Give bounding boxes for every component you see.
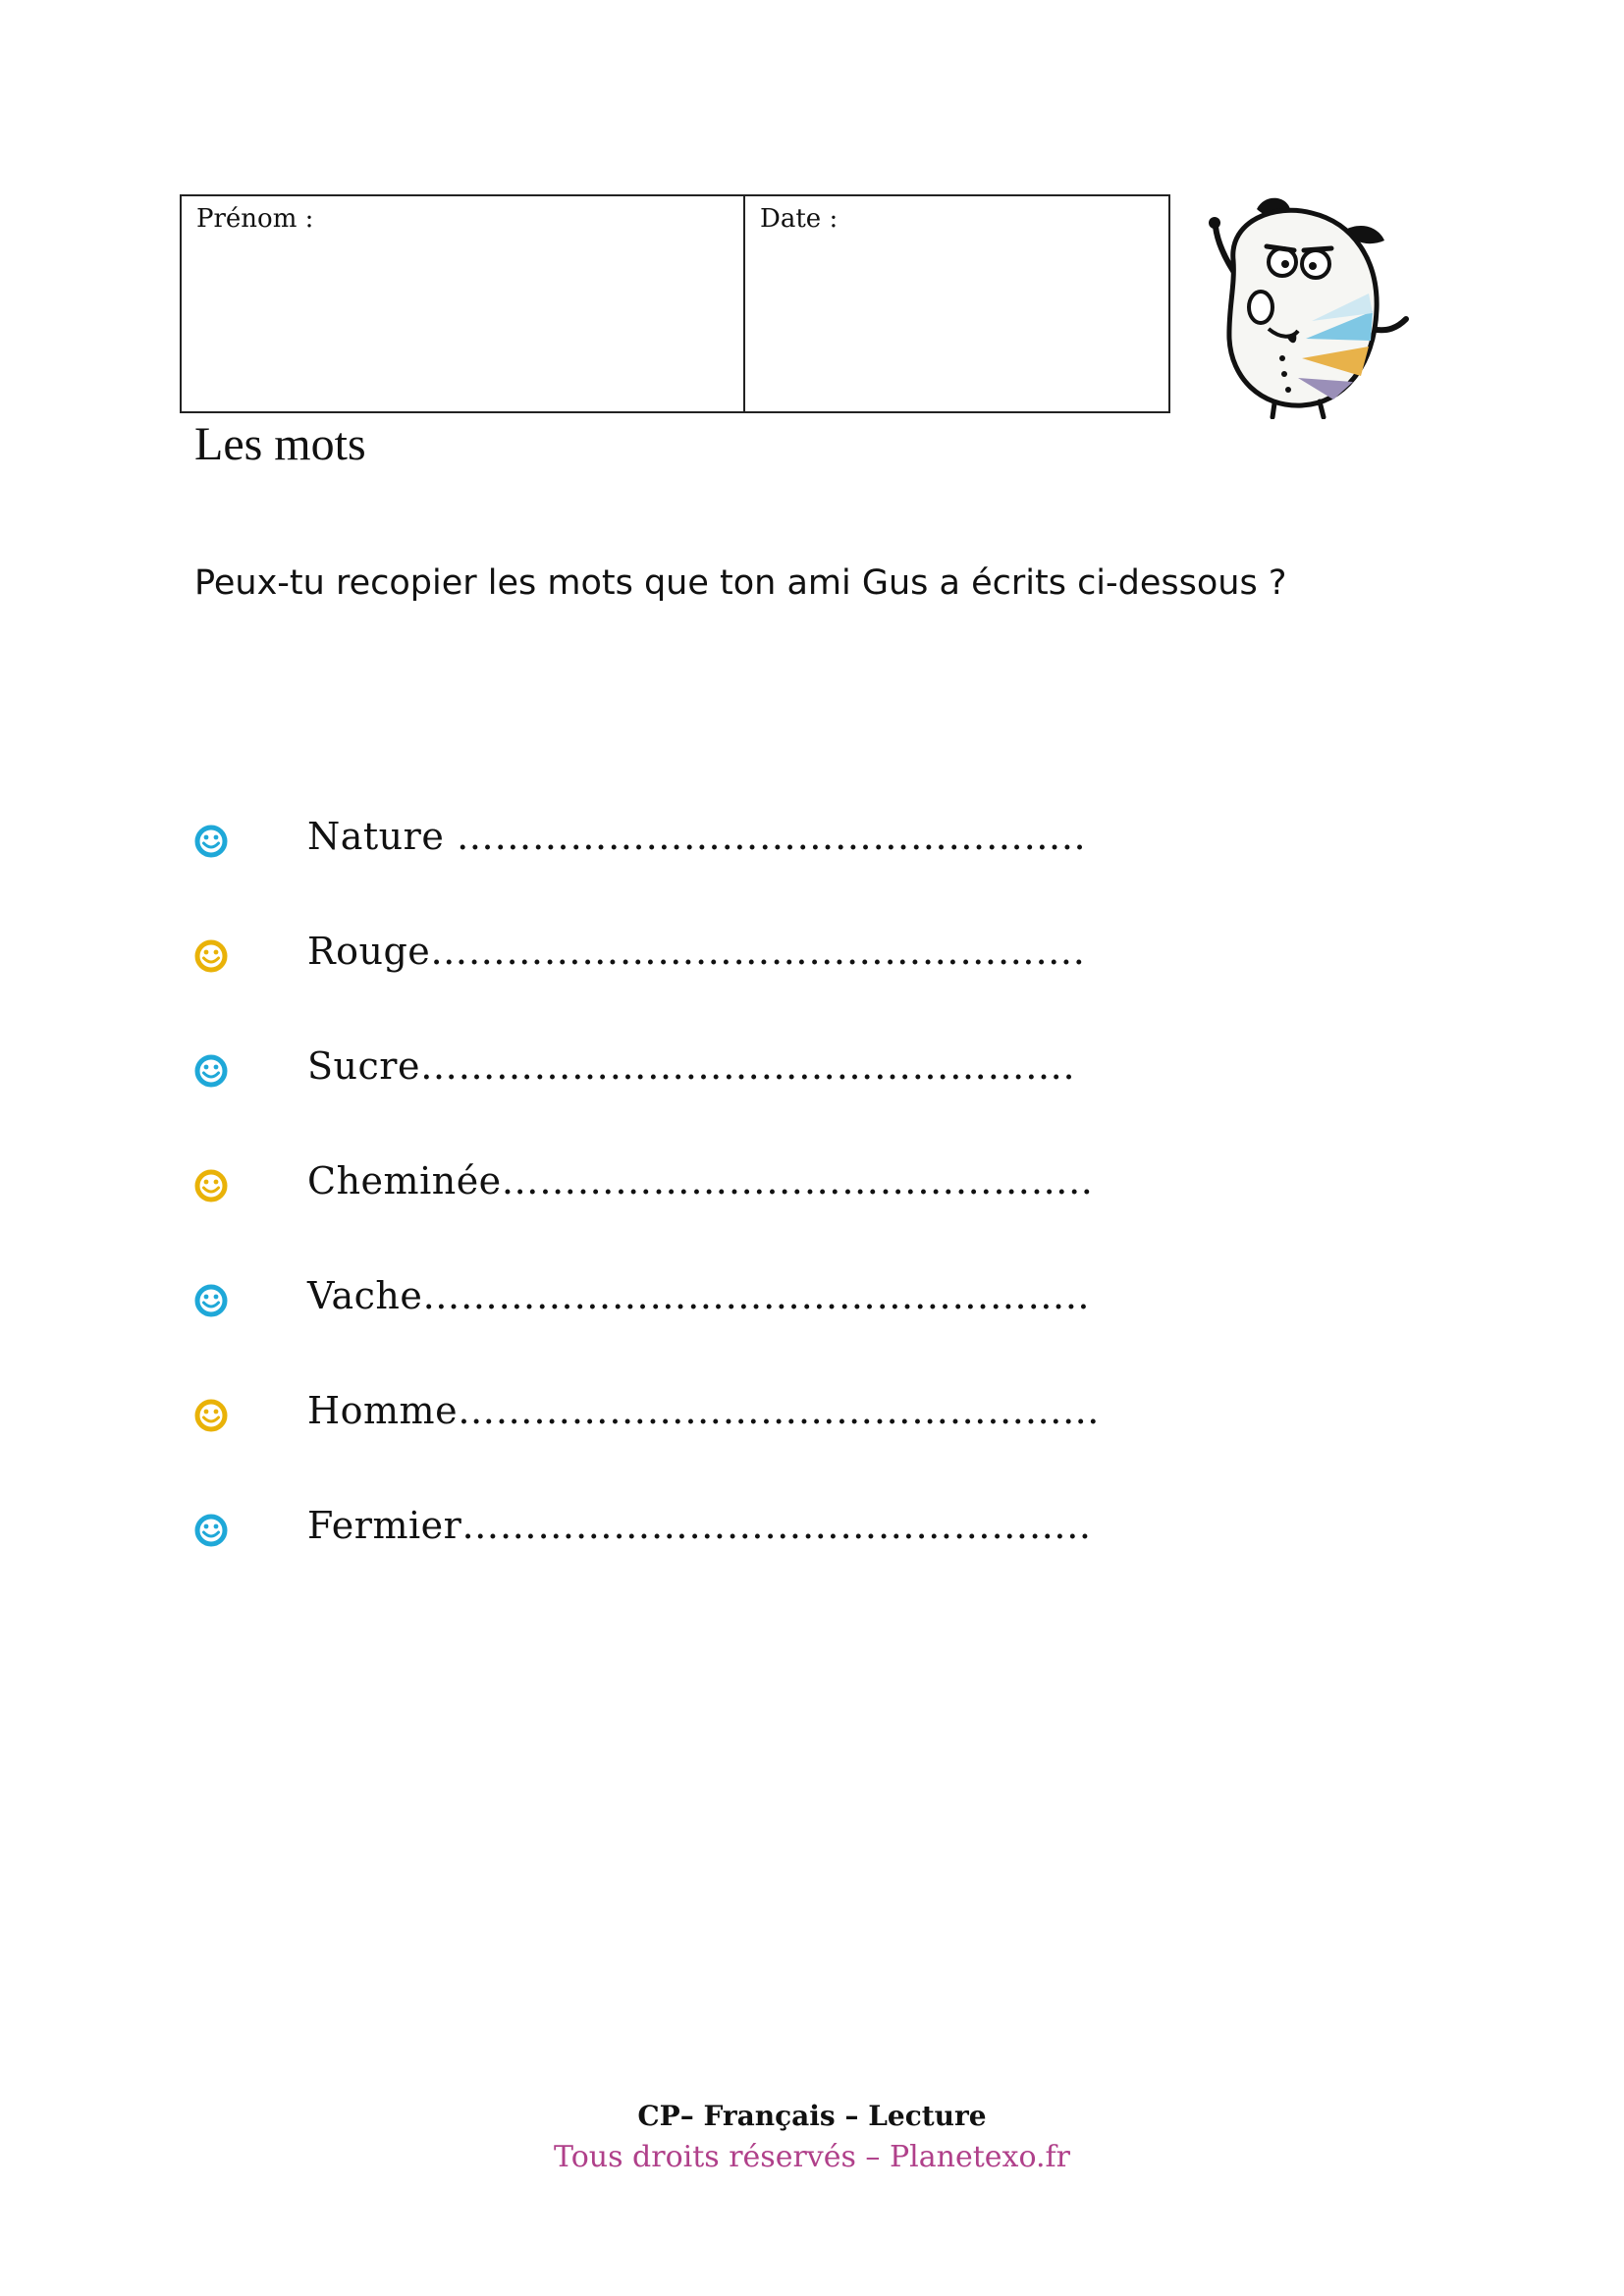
list-item	[194, 1389, 1100, 1504]
sheep-mascot-icon	[1196, 191, 1414, 419]
list-item	[194, 930, 1100, 1044]
exercise-instruction: Peux-tu recopier les mots que ton ami Gus a écrits ci-dessous ?	[194, 563, 1287, 603]
smiley-icon	[194, 1399, 228, 1432]
smiley-icon	[194, 1169, 228, 1202]
prenom-field[interactable]	[182, 196, 745, 411]
word-to-copy: Sucre…………………………………………….	[307, 1044, 1076, 1088]
word-to-copy: Rouge…………………………………………….	[307, 930, 1086, 973]
list-item	[194, 1159, 1100, 1274]
prenom-label: Prénom :	[196, 204, 314, 234]
word-to-copy: Cheminée………………………………………..	[307, 1159, 1094, 1202]
date-label: Date :	[760, 204, 839, 234]
footer-copyright: Tous droits réservés – Planetexo.fr	[554, 2140, 1070, 2174]
smiley-icon	[194, 1514, 228, 1547]
word-to-copy: Homme…………………………………………...	[307, 1389, 1100, 1432]
date-field[interactable]	[745, 196, 1168, 411]
smiley-icon	[194, 1054, 228, 1088]
list-item	[194, 1274, 1100, 1389]
page-title: Les mots	[194, 418, 366, 470]
footer-course: CP– Français – Lecture	[637, 2100, 987, 2132]
word-to-copy: Nature …………………………………………..	[307, 815, 1087, 858]
list-item	[194, 1504, 1100, 1619]
word-to-copy: Vache……………………………………………..	[307, 1274, 1091, 1317]
list-item	[194, 1044, 1100, 1159]
smiley-icon	[194, 825, 228, 858]
student-info-table	[180, 194, 1170, 413]
word-to-copy: Fermier…………………………………………..	[307, 1504, 1092, 1547]
list-item	[194, 815, 1100, 930]
smiley-icon	[194, 939, 228, 973]
smiley-icon	[194, 1284, 228, 1317]
word-list	[194, 815, 1100, 1619]
